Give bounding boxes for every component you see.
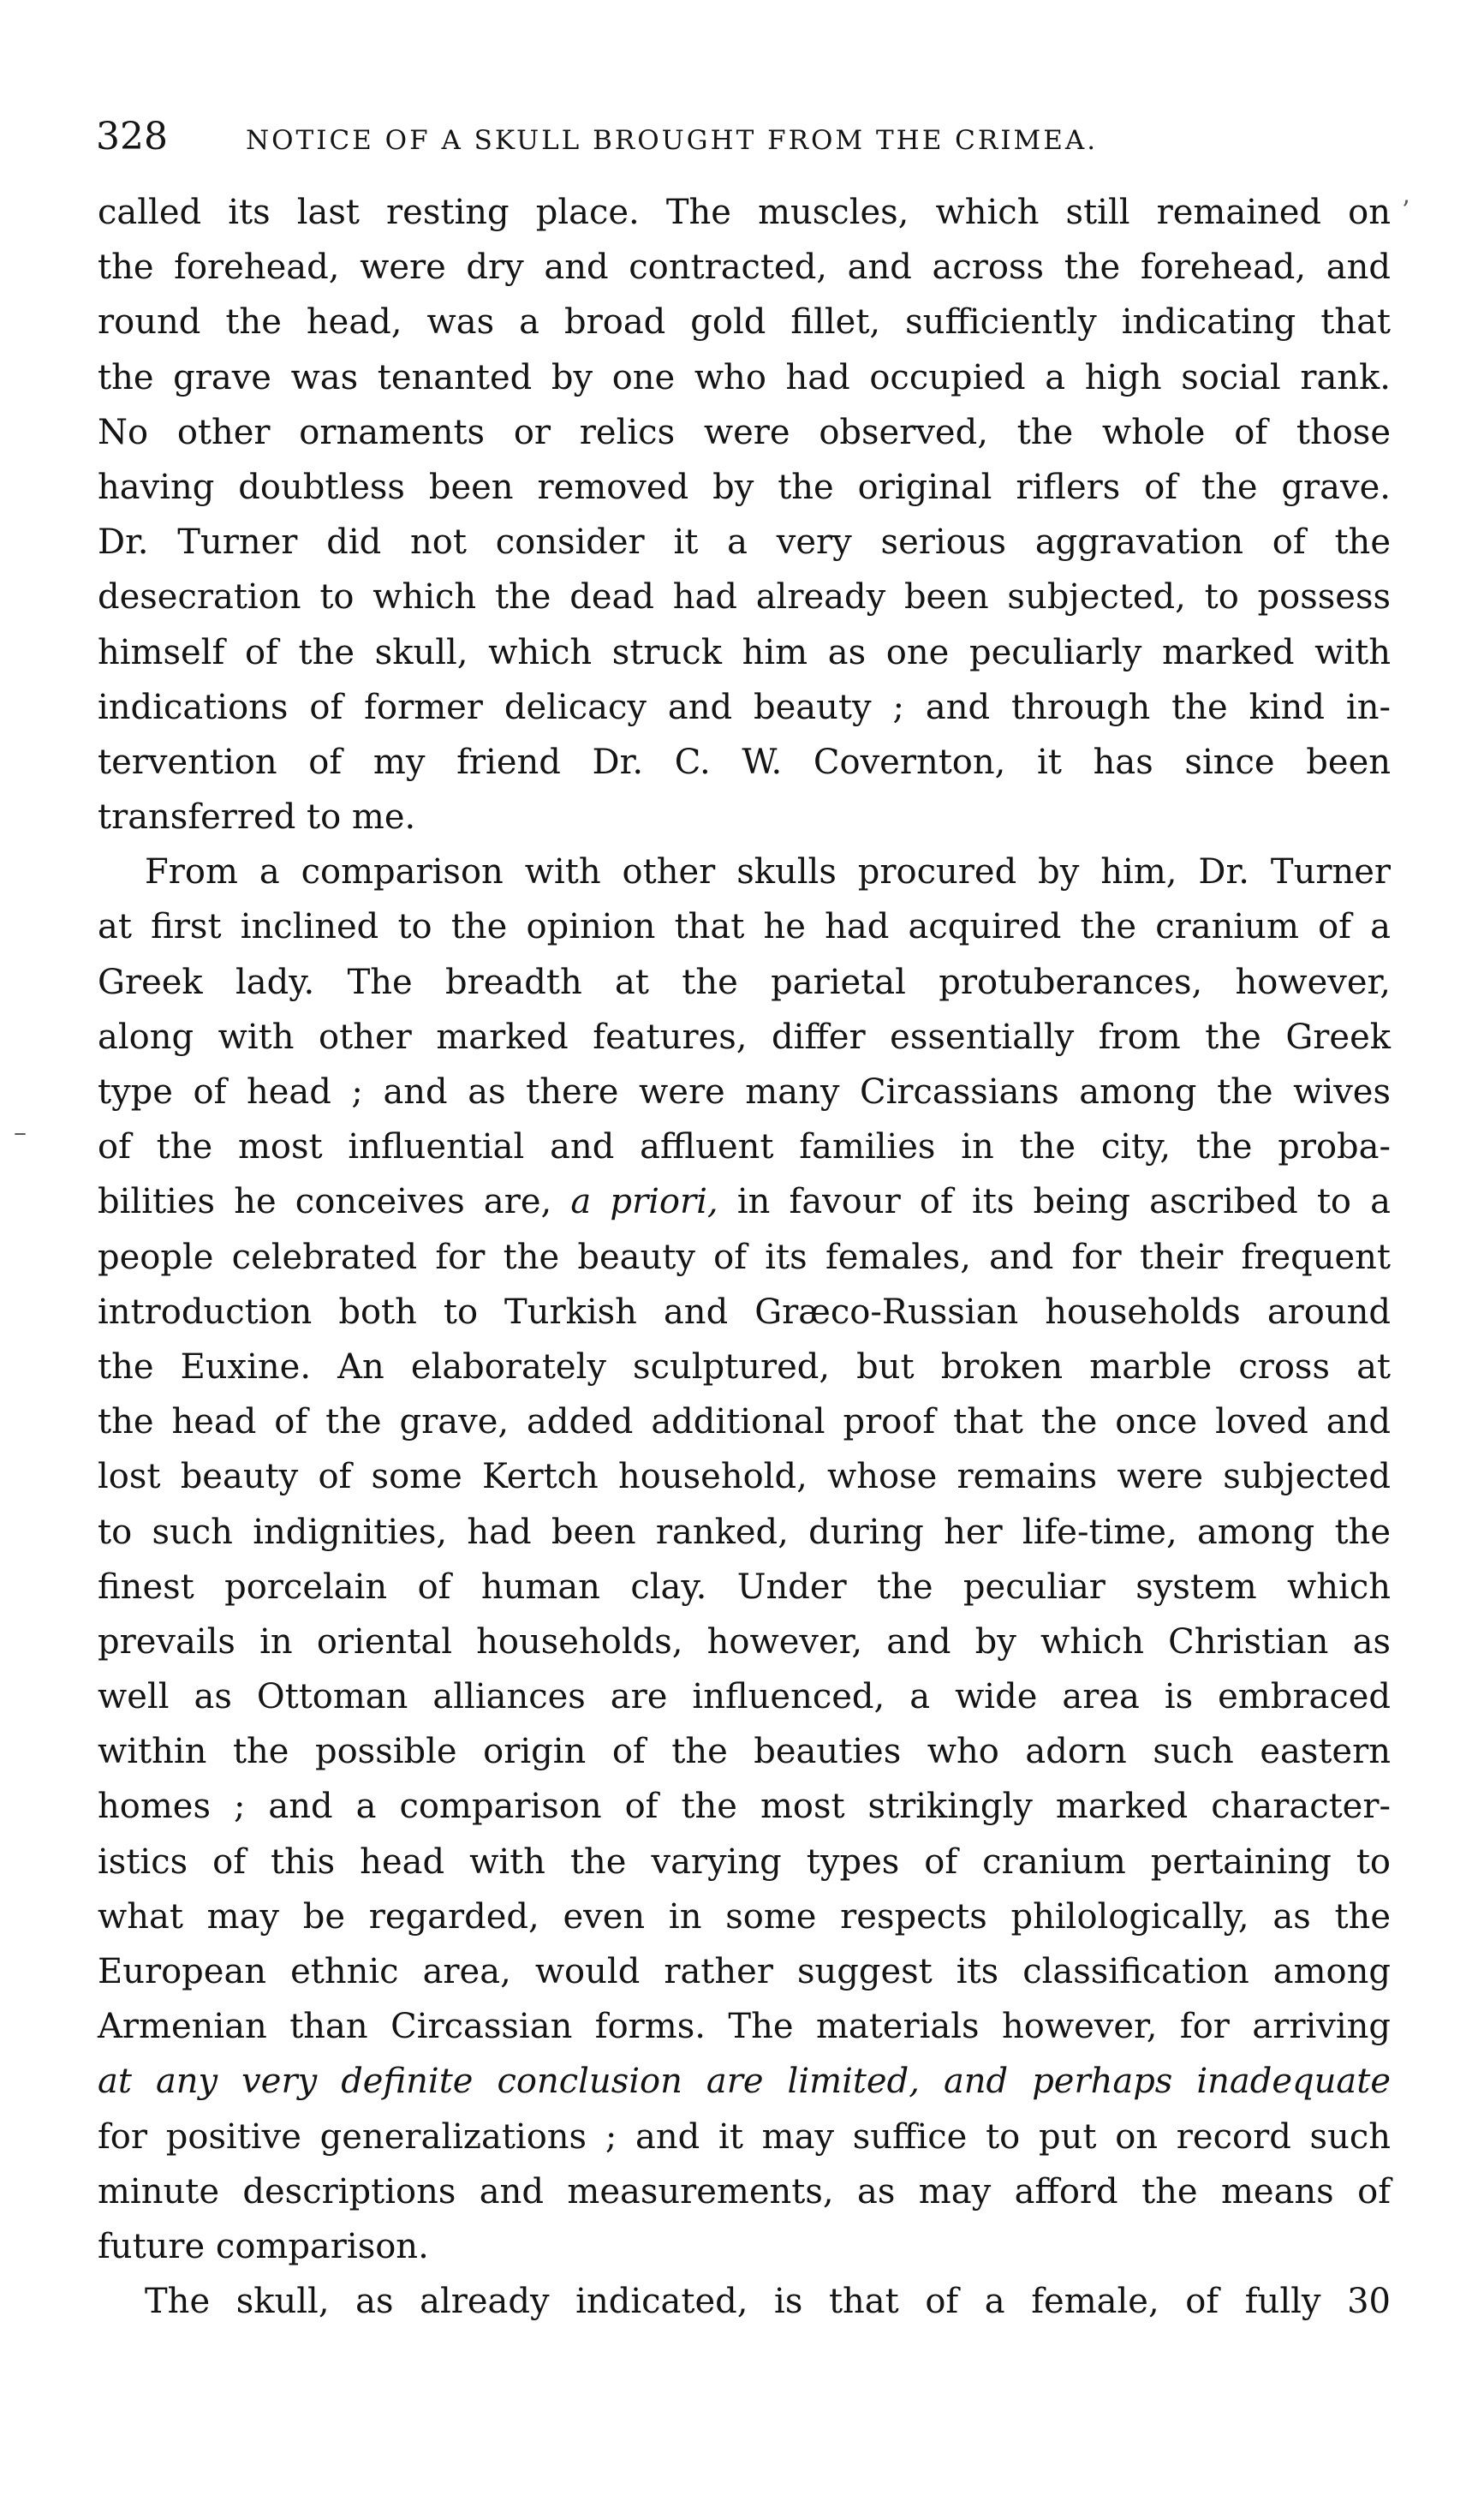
italic-text-line: at any very definite conclusion are limited, and perhaps inadequate [98, 2062, 1391, 2102]
text-line: Greek lady. The breadth at the parietal protuberances, however, [98, 962, 1391, 1002]
paragraph-start-line: From a comparison with other skulls procured by him, Dr. Turner [145, 852, 1391, 892]
paragraph-end-line: transferred to me. [98, 797, 416, 838]
text-line: having doubtless been removed by the original riflers of the grave. [98, 467, 1391, 507]
text-line: introduction both to Turkish and Græco-Russian households around [98, 1292, 1391, 1332]
text-line: of the most influential and affluent families in the city, the proba- [98, 1127, 1391, 1167]
paragraph-start-line: The skull, as already indicated, is that of a female, of fully 30 [145, 2282, 1391, 2322]
text-line: prevails in oriental households, however, and by which Christian as [98, 1621, 1391, 1662]
page-number: 328 [96, 115, 168, 158]
body-text [98, 185, 1391, 2329]
text-line: within the possible origin of the beauties who adorn such eastern [98, 1732, 1391, 1772]
text-line: called its last resting place. The muscles, which still remained on [98, 193, 1391, 232]
page-header [96, 111, 1389, 163]
running-head: NOTICE OF A SKULL BROUGHT FROM THE CRIMEA. [246, 125, 1099, 156]
text-line: himself of the skull, which struck him as one peculiarly marked with [98, 632, 1391, 672]
text-line: type of head ; and as there were many Circassians among the wives [98, 1072, 1391, 1112]
stray-mark: – [14, 1118, 27, 1148]
text-line: the head of the grave, added additional proof that the once loved and [98, 1402, 1391, 1442]
text-line: Dr. Turner did not consider it a very serious aggravation of the [98, 522, 1391, 563]
text-line: homes ; and a comparison of the most strikingly marked character- [98, 1787, 1391, 1827]
paragraph-end-line: future comparison. [98, 2226, 429, 2266]
text-line: Armenian than Circassian forms. The materials however, for arriving [98, 2007, 1391, 2047]
text-line: istics of this head with the varying types of cranium pertaining to [98, 1841, 1391, 1882]
text-line: at first inclined to the opinion that he had acquired the cranium of a [98, 907, 1391, 947]
text-line: finest porcelain of human clay. Under the peculiar system which [98, 1567, 1391, 1607]
text-line: desecration to which the dead had already been subjected, to possess [98, 577, 1391, 618]
text-line: well as Ottoman alliances are influenced, a wide area is embraced [98, 1677, 1391, 1717]
text-line: to such indignities, had been ranked, during her life-time, among the [98, 1512, 1391, 1552]
text-line: the grave was tenanted by one who had occupied a high social rank. [98, 357, 1391, 397]
stray-mark: ʼ [1401, 196, 1410, 226]
text-line: European ethnic area, would rather suggest its classification among [98, 1952, 1391, 1991]
text-line: along with other marked features, differ essentially from the Greek [98, 1017, 1391, 1057]
text-line: what may be regarded, even in some respects philologically, as the [98, 1896, 1391, 1937]
text-line: the forehead, were dry and contracted, and across the forehead, and [98, 248, 1391, 288]
text-line: indications of former delicacy and beauty ; and through the kind in- [98, 687, 1391, 727]
text-line-with-italic [98, 1174, 1391, 1229]
text-line: for positive generalizations ; and it may suffice to put on record such [98, 2116, 1391, 2157]
text-segment: bilities he conceives are, [98, 1182, 571, 1222]
text-line: minute descriptions and measurements, as may afford the means of [98, 2171, 1391, 2212]
text-line: No other ornaments or relics were observed, the whole of those [98, 412, 1391, 452]
text-line: tervention of my friend Dr. C. W. Covernton, it has since been [98, 742, 1391, 782]
italic-phrase: a priori, [570, 1182, 718, 1222]
text-segment: in favour of its being ascribed to a [718, 1182, 1392, 1222]
text-line: round the head, was a broad gold fillet, sufficiently indicating that [98, 302, 1391, 343]
text-line: people celebrated for the beauty of its females, and for their frequent [98, 1237, 1391, 1277]
text-line: lost beauty of some Kertch household, whose remains were subjected [98, 1457, 1391, 1497]
text-line: the Euxine. An elaborately sculptured, but broken marble cross at [98, 1346, 1391, 1387]
